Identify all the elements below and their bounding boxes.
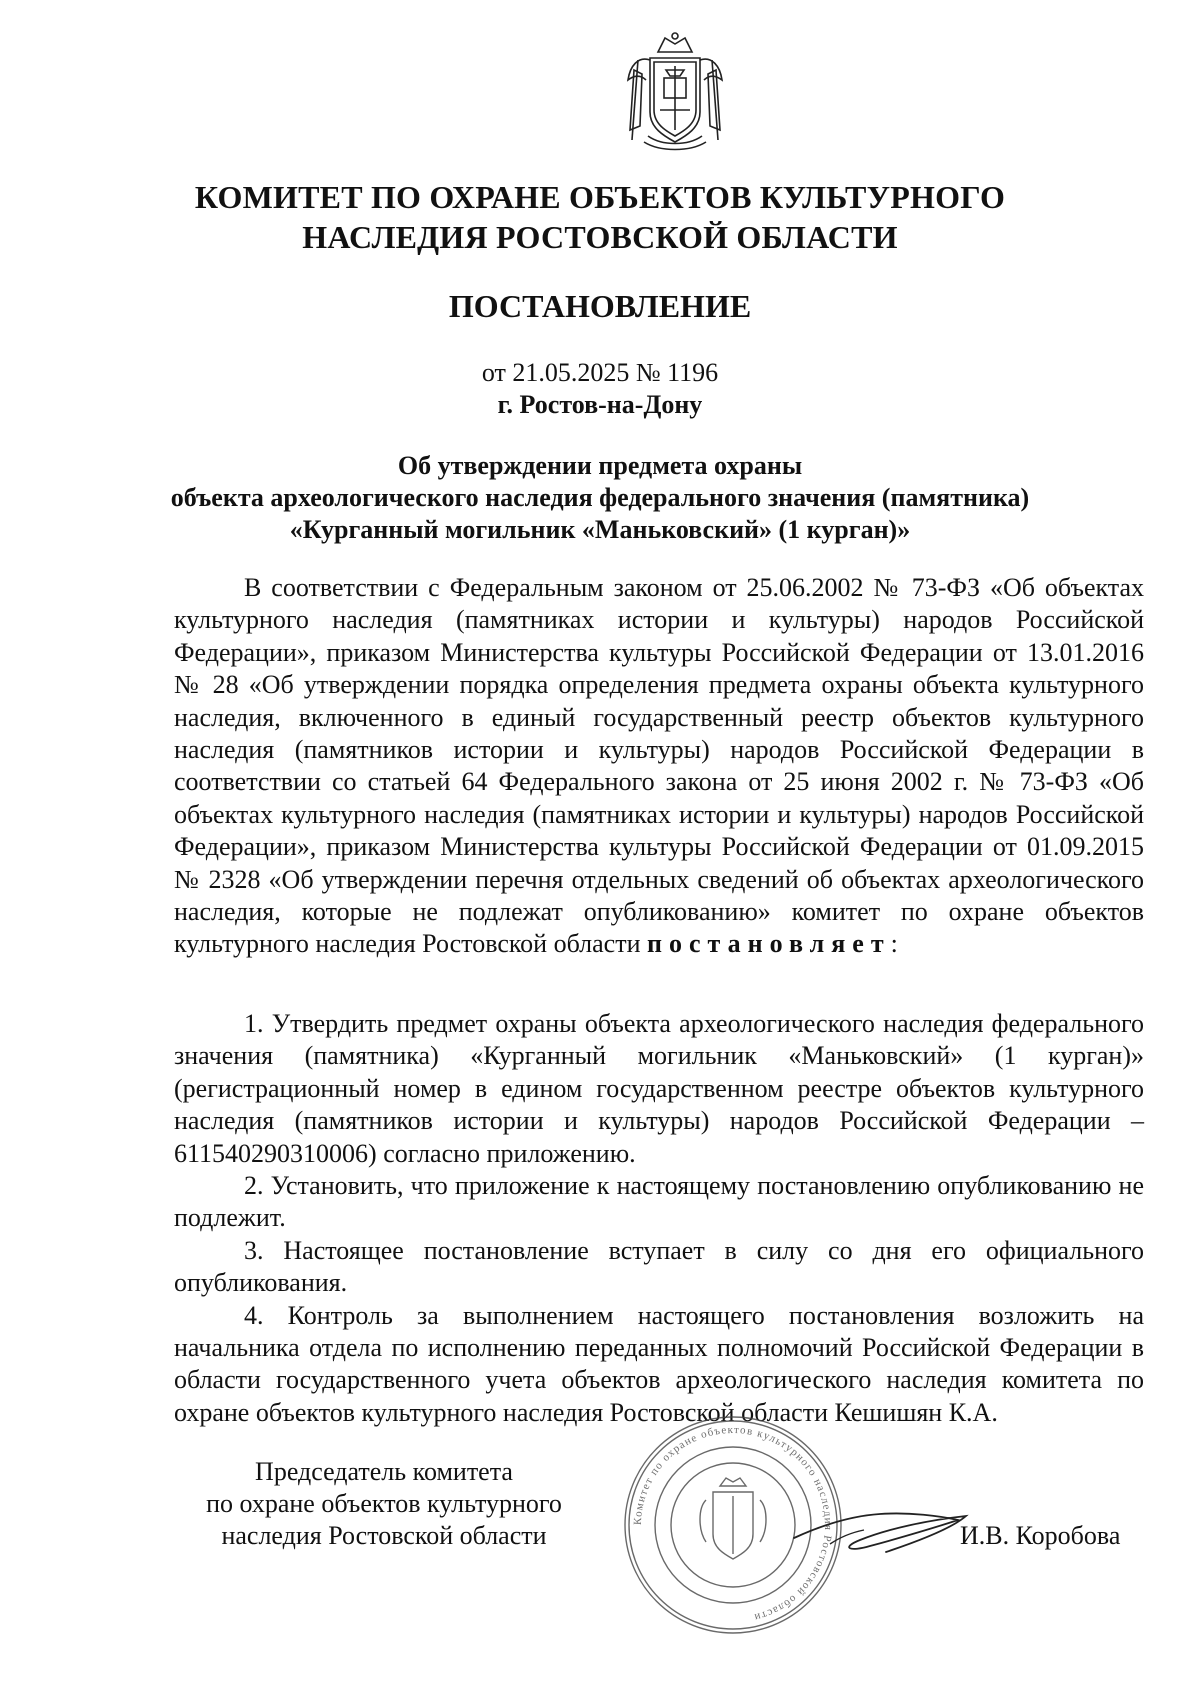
org-title-line2: НАСЛЕДИЯ РОСТОВСКОЙ ОБЛАСТИ: [302, 219, 898, 255]
subject-line1: Об утверждении предмета охраны: [397, 451, 803, 480]
preamble-text: В соответствии с Федеральным законом от 25.06.2002 № 73-ФЗ «Об объектах культурного наследия (памятниках истории и культуры) народов Российской Федерации», приказом Министерства культуры Российской Федерации от 13.01.2016 № 28 «Об утверждении порядка определения предмета охраны объекта культурного наследия, включенного в единый государственный реестр объектов культурного наследия (памятников истории и культуры) народов Российской Федерации в соответствии со статьей 64 Федерального закона от 25 июня 2002 г. № 73-ФЗ «Об объектах культурного наследия (памятниках истории и культуры) народов Российской Федерации», приказом Министерства культуры Российской Федерации от 01.09.2015 № 2328 «Об утверждении перечня отдельных сведений об объектах археологического наследия, которые не подлежат опубликованию» комитет по охране объектов культурного наследия Ростовской области: [174, 573, 1144, 959]
decree-item-2: 2. Установить, что приложение к настоящему постановлению опубликованию не подлежит.: [174, 1171, 1144, 1233]
position-line2: по охране объектов культурного: [206, 1489, 562, 1518]
position-line1: Председатель комитета: [255, 1457, 513, 1486]
decree-item-3: 3. Настоящее постановление вступает в силу со дня его официального опубликования.: [174, 1235, 1144, 1298]
handwritten-signature: [790, 1486, 970, 1566]
preamble-paragraph: [174, 572, 1144, 961]
decree-word: постановляет: [647, 929, 891, 959]
preamble-colon: :: [890, 929, 898, 959]
seal-text: Комитет по охране объектов культурного наследия Ростовской области: [631, 1423, 835, 1624]
document-date-number: от 21.05.2025 № 1196: [481, 358, 719, 387]
document-subject: [120, 450, 1080, 546]
document-city: г. Ростов-на-Дону: [497, 390, 703, 419]
org-title-line1: КОМИТЕТ ПО ОХРАНЕ ОБЪЕКТОВ КУЛЬТУРНОГО: [194, 179, 1006, 215]
coat-of-arms-icon: [620, 30, 730, 155]
position-line3: наследия Ростовской области: [221, 1521, 547, 1550]
signatory-position: [174, 1456, 594, 1552]
subject-line3: «Курганный могильник «Маньковский» (1 курган)»: [289, 515, 911, 544]
decree-item-4: 4. Контроль за выполнением настоящего постановления возложить на начальника отдела по исполнению переданных полномочий Российской Федерации в области государственного учета объектов археологического наследия комитета по охране объектов культурного наследия Ростовской области Кешишян К.А.: [174, 1300, 1144, 1427]
decree-item-1: 1. Утвердить предмет охраны объекта археологического наследия федерального значения (памятника) «Курганный могильник «Маньковский» (1 курган)» (регистрационный номер в едином государственном реестре объектов культурного наследия (памятников истории и культуры) народов Российской Федерации – 611540290310006) согласно приложению.: [174, 1009, 1144, 1168]
preamble: [174, 572, 1144, 961]
subject-line2: объекта археологического наследия федерального значения (памятника): [170, 483, 1030, 512]
organization-title: [120, 177, 1080, 257]
document-type: ПОСТАНОВЛЕНИЕ: [448, 288, 752, 324]
signer-name: И.В. Коробова: [960, 1521, 1121, 1550]
decree-items: [174, 1008, 1144, 1429]
